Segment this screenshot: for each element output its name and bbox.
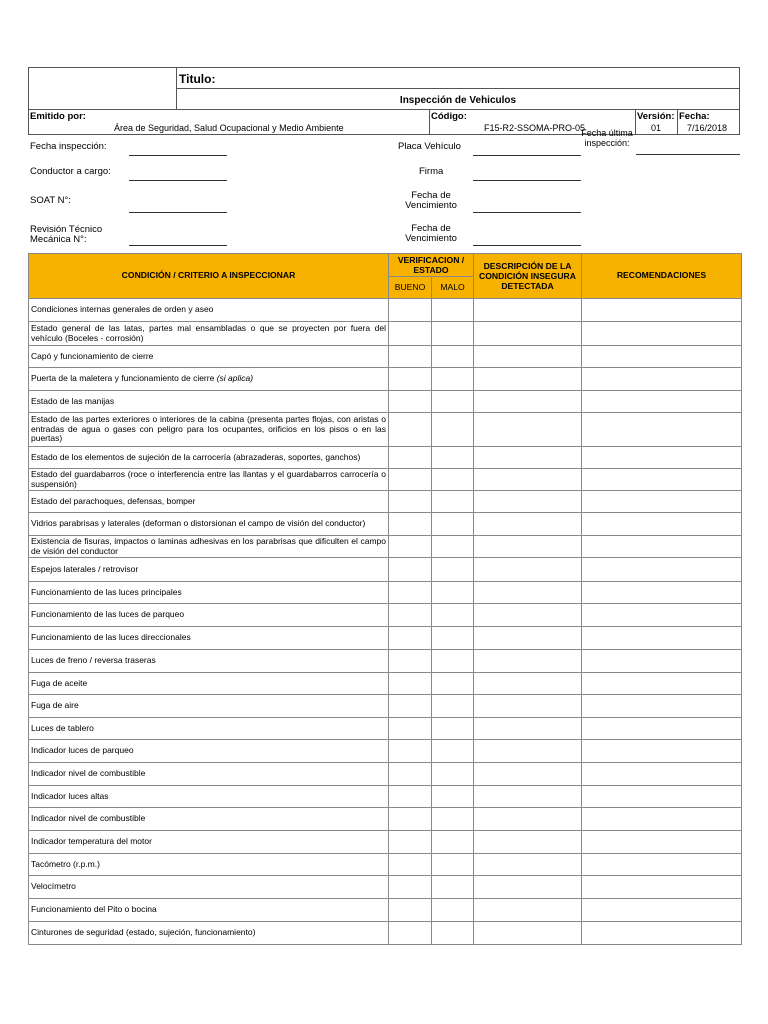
revision-field[interactable] xyxy=(129,245,227,246)
criterion-cell xyxy=(29,740,389,763)
criterion-text: Indicador nivel de combustible xyxy=(31,768,146,779)
criterion-cell xyxy=(29,368,389,391)
recomendaciones-cell[interactable] xyxy=(582,922,742,945)
recomendaciones-cell[interactable] xyxy=(582,368,742,391)
recomendaciones-cell[interactable] xyxy=(582,695,742,718)
descripcion-cell[interactable] xyxy=(474,673,582,695)
bueno-cell[interactable] xyxy=(389,391,432,413)
malo-cell[interactable] xyxy=(432,391,474,413)
table-row xyxy=(29,513,742,536)
table-row xyxy=(29,718,742,740)
descripcion-cell[interactable] xyxy=(474,346,582,368)
malo-cell[interactable] xyxy=(432,604,474,627)
malo-cell[interactable] xyxy=(432,558,474,582)
bueno-cell[interactable] xyxy=(389,718,432,740)
malo-cell[interactable] xyxy=(432,513,474,536)
recomendaciones-cell[interactable] xyxy=(582,718,742,740)
criterion-cell xyxy=(29,786,389,808)
emitted-value: Área de Seguridad, Salud Ocupacional y Medio Ambiente xyxy=(114,123,344,133)
criterion-text: Luces de tablero xyxy=(31,722,94,733)
table-row xyxy=(29,876,742,899)
bueno-cell[interactable] xyxy=(389,413,432,447)
bueno-cell[interactable] xyxy=(389,491,432,513)
bueno-cell[interactable] xyxy=(389,740,432,763)
malo-cell[interactable] xyxy=(432,808,474,831)
criterion-text: Estado general de las latas, partes mal ensambladas o que se proyecten por fuera del vehículo (Boceles - corrosión) xyxy=(31,323,386,343)
malo-cell[interactable] xyxy=(432,876,474,899)
descripcion-cell[interactable] xyxy=(474,831,582,854)
document-header xyxy=(28,67,740,135)
fecha-ultima-field[interactable] xyxy=(636,154,740,155)
table-row xyxy=(29,786,742,808)
table-row xyxy=(29,673,742,695)
placa-label: Placa Vehículo xyxy=(398,141,461,152)
conductor-field[interactable] xyxy=(129,180,227,181)
recomendaciones-cell[interactable] xyxy=(582,346,742,368)
criterion-text: Velocímetro xyxy=(31,881,76,892)
descripcion-cell[interactable] xyxy=(474,491,582,513)
bueno-cell[interactable] xyxy=(389,346,432,368)
revision-label: Revisión Técnico Mecánica N°: xyxy=(30,224,103,245)
criterion-text: Existencia de fisuras, impactos o laminas adhesivas en los parabrisas que dificulten el campo de visión del conductor xyxy=(31,536,386,556)
criterion-cell xyxy=(29,413,389,447)
recomendaciones-cell[interactable] xyxy=(582,740,742,763)
criterion-text: Indicador luces altas xyxy=(31,790,109,801)
recomendaciones-cell[interactable] xyxy=(582,627,742,650)
criterion-text: Indicador temperatura del motor xyxy=(31,836,152,847)
criterion-text: Estado de las partes exteriores o interiores de la cabina (presenta partes flojas, con aristas o entradas de agua o gases con peligro para los ocupantes, orificios en los pisos o en las puertas) xyxy=(31,414,386,444)
criterion-cell xyxy=(29,491,389,513)
fecha-ultima-label: Fecha última inspección: xyxy=(581,128,633,148)
descripcion-cell[interactable] xyxy=(474,391,582,413)
table-row xyxy=(29,469,742,491)
descripcion-cell[interactable] xyxy=(474,413,582,447)
malo-cell[interactable] xyxy=(432,413,474,447)
recomendaciones-cell[interactable] xyxy=(582,469,742,491)
bueno-cell[interactable] xyxy=(389,582,432,604)
bueno-cell[interactable] xyxy=(389,831,432,854)
table-row xyxy=(29,582,742,604)
col-bueno-header: BUENO xyxy=(389,277,432,299)
bueno-cell[interactable] xyxy=(389,650,432,673)
col-malo-header: MALO xyxy=(432,277,474,299)
bueno-cell[interactable] xyxy=(389,786,432,808)
table-row xyxy=(29,695,742,718)
descripcion-cell[interactable] xyxy=(474,695,582,718)
date-value: 7/16/2018 xyxy=(687,123,728,133)
descripcion-cell[interactable] xyxy=(474,808,582,831)
malo-cell[interactable] xyxy=(432,786,474,808)
descripcion-cell[interactable] xyxy=(474,718,582,740)
criterion-text: Tacómetro (r.p.m.) xyxy=(31,858,100,869)
criterion-text: Funcionamiento del Pito o bocina xyxy=(31,904,157,915)
criterion-cell xyxy=(29,346,389,368)
criterion-text: Funcionamiento de las luces principales xyxy=(31,586,182,597)
malo-cell[interactable] xyxy=(432,831,474,854)
criterion-cell xyxy=(29,876,389,899)
malo-cell[interactable] xyxy=(432,854,474,876)
criterion-cell xyxy=(29,922,389,945)
table-row xyxy=(29,346,742,368)
malo-cell[interactable] xyxy=(432,740,474,763)
bueno-cell[interactable] xyxy=(389,299,432,322)
criterion-cell xyxy=(29,831,389,854)
criterion-cell xyxy=(29,763,389,786)
bueno-cell[interactable] xyxy=(389,673,432,695)
malo-cell[interactable] xyxy=(432,627,474,650)
bueno-cell[interactable] xyxy=(389,513,432,536)
malo-cell[interactable] xyxy=(432,491,474,513)
code-label: Código: xyxy=(431,111,467,122)
table-row xyxy=(29,447,742,469)
table-row xyxy=(29,536,742,558)
inspection-rows xyxy=(29,299,742,945)
table-row xyxy=(29,740,742,763)
recomendaciones-cell[interactable] xyxy=(582,558,742,582)
descripcion-cell[interactable] xyxy=(474,604,582,627)
descripcion-cell[interactable] xyxy=(474,536,582,558)
soat-label: SOAT N°: xyxy=(30,195,71,206)
fecha-inspeccion-label: Fecha inspección: xyxy=(30,141,107,152)
recomendaciones-cell[interactable] xyxy=(582,899,742,922)
recomendaciones-cell[interactable] xyxy=(582,299,742,322)
bueno-cell[interactable] xyxy=(389,558,432,582)
table-row xyxy=(29,558,742,582)
table-row xyxy=(29,854,742,876)
criterion-cell xyxy=(29,627,389,650)
descripcion-cell[interactable] xyxy=(474,299,582,322)
malo-cell[interactable] xyxy=(432,899,474,922)
malo-cell[interactable] xyxy=(432,322,474,346)
recomendaciones-cell[interactable] xyxy=(582,808,742,831)
malo-cell[interactable] xyxy=(432,299,474,322)
malo-cell[interactable] xyxy=(432,695,474,718)
table-row xyxy=(29,831,742,854)
bueno-cell[interactable] xyxy=(389,322,432,346)
recomendaciones-cell[interactable] xyxy=(582,650,742,673)
bueno-cell[interactable] xyxy=(389,922,432,945)
recomendaciones-cell[interactable] xyxy=(582,876,742,899)
criterion-cell xyxy=(29,899,389,922)
criterion-text: Cinturones de seguridad (estado, sujeción, funcionamiento) xyxy=(31,927,256,938)
criterion-text: Estado de los elementos de sujeción de la carrocería (abrazaderas, soportes, ganchos) xyxy=(31,451,361,462)
descripcion-cell[interactable] xyxy=(474,763,582,786)
version-label: Versión: xyxy=(637,111,675,122)
descripcion-cell[interactable] xyxy=(474,786,582,808)
fecha-inspeccion-field[interactable] xyxy=(129,155,227,156)
col-descripcion-header: DESCRIPCIÓN DE LA CONDICIÓN INSEGURA DETECTADA xyxy=(474,254,582,299)
firma-label: Firma xyxy=(419,166,444,177)
table-row xyxy=(29,627,742,650)
criterion-cell xyxy=(29,854,389,876)
recomendaciones-cell[interactable] xyxy=(582,491,742,513)
bueno-cell[interactable] xyxy=(389,854,432,876)
title-label: Titulo: xyxy=(176,67,740,89)
descripcion-cell[interactable] xyxy=(474,322,582,346)
criterion-cell xyxy=(29,558,389,582)
criterion-note: (si aplica) xyxy=(216,373,254,384)
recomendaciones-cell[interactable] xyxy=(582,536,742,558)
vencimiento-2-field[interactable] xyxy=(473,245,581,246)
criterion-text: Indicador nivel de combustible xyxy=(31,813,146,824)
criterion-cell xyxy=(29,469,389,491)
malo-cell[interactable] xyxy=(432,582,474,604)
recomendaciones-cell[interactable] xyxy=(582,831,742,854)
conductor-label: Conductor a cargo: xyxy=(30,166,111,177)
table-row xyxy=(29,899,742,922)
criterion-text: Fuga de aire xyxy=(31,700,79,711)
recomendaciones-cell[interactable] xyxy=(582,413,742,447)
descripcion-cell[interactable] xyxy=(474,854,582,876)
criterion-text: Estado del parachoques, defensas, bomper xyxy=(31,495,196,506)
criterion-cell xyxy=(29,299,389,322)
descripcion-cell[interactable] xyxy=(474,469,582,491)
malo-cell[interactable] xyxy=(432,469,474,491)
descripcion-cell[interactable] xyxy=(474,558,582,582)
criterion-cell xyxy=(29,582,389,604)
recomendaciones-cell[interactable] xyxy=(582,447,742,469)
table-row xyxy=(29,491,742,513)
descripcion-cell[interactable] xyxy=(474,513,582,536)
criterion-text: Capó y funcionamiento de cierre xyxy=(31,350,154,361)
criterion-cell xyxy=(29,391,389,413)
bueno-cell[interactable] xyxy=(389,447,432,469)
criterion-cell xyxy=(29,604,389,627)
placa-field[interactable] xyxy=(473,155,581,156)
descripcion-cell[interactable] xyxy=(474,899,582,922)
recomendaciones-cell[interactable] xyxy=(582,786,742,808)
recomendaciones-cell[interactable] xyxy=(582,763,742,786)
criterion-cell xyxy=(29,695,389,718)
table-row xyxy=(29,604,742,627)
criterion-text: Funcionamiento de las luces de parqueo xyxy=(31,609,185,620)
recomendaciones-cell[interactable] xyxy=(582,604,742,627)
criterion-text: Fuga de aceite xyxy=(31,677,88,688)
criterion-cell xyxy=(29,536,389,558)
bueno-cell[interactable] xyxy=(389,876,432,899)
code-value: F15-R2-SSOMA-PRO-05 xyxy=(484,123,586,133)
bueno-cell[interactable] xyxy=(389,627,432,650)
col-recomendaciones-header: RECOMENDACIONES xyxy=(582,254,742,299)
descripcion-cell[interactable] xyxy=(474,922,582,945)
emitted-cell xyxy=(30,110,430,134)
criterion-text: Condiciones internas generales de orden y aseo xyxy=(31,304,214,315)
table-row xyxy=(29,368,742,391)
bueno-cell[interactable] xyxy=(389,469,432,491)
bueno-cell[interactable] xyxy=(389,695,432,718)
descripcion-cell[interactable] xyxy=(474,447,582,469)
table-row xyxy=(29,650,742,673)
criterion-text: Funcionamiento de las luces direccionales xyxy=(31,632,191,643)
col-condicion-header: CONDICIÓN / CRITERIO A INSPECCIONAR xyxy=(29,254,389,299)
recomendaciones-cell[interactable] xyxy=(582,673,742,695)
descripcion-cell[interactable] xyxy=(474,627,582,650)
table-row xyxy=(29,413,742,447)
malo-cell[interactable] xyxy=(432,447,474,469)
descripcion-cell[interactable] xyxy=(474,650,582,673)
criterion-text: Estado de las manijas xyxy=(31,395,115,406)
criterion-text: Estado del guardabarros (roce o interferencia entre las llantas y el guardabarros carrocería o suspensión) xyxy=(31,469,386,489)
logo-area xyxy=(28,67,176,110)
version-cell xyxy=(637,110,677,134)
criterion-cell xyxy=(29,718,389,740)
table-row xyxy=(29,391,742,413)
col-verificacion-header: VERIFICACION / ESTADO xyxy=(389,254,474,277)
criterion-cell xyxy=(29,322,389,346)
firma-field[interactable] xyxy=(473,180,581,181)
document-title: Inspección de Vehiculos xyxy=(176,89,740,110)
criterion-text: Puerta de la maletera y funcionamiento de cierre xyxy=(31,373,217,384)
malo-cell[interactable] xyxy=(432,650,474,673)
table-row xyxy=(29,763,742,786)
malo-cell[interactable] xyxy=(432,763,474,786)
table-row xyxy=(29,808,742,831)
inspection-table xyxy=(28,253,742,945)
criterion-text: Espejos laterales / retrovisor xyxy=(31,563,139,574)
bueno-cell[interactable] xyxy=(389,763,432,786)
malo-cell[interactable] xyxy=(432,922,474,945)
emitted-label: Emitido por: xyxy=(30,111,86,122)
vencimiento-1-field[interactable] xyxy=(473,212,581,213)
descripcion-cell[interactable] xyxy=(474,740,582,763)
table-row xyxy=(29,922,742,945)
malo-cell[interactable] xyxy=(432,718,474,740)
recomendaciones-cell[interactable] xyxy=(582,854,742,876)
recomendaciones-cell[interactable] xyxy=(582,391,742,413)
bueno-cell[interactable] xyxy=(389,808,432,831)
bueno-cell[interactable] xyxy=(389,536,432,558)
vencimiento-2-label: Fecha de Vencimiento xyxy=(405,223,457,244)
criterion-text: Indicador luces de parqueo xyxy=(31,745,134,756)
malo-cell[interactable] xyxy=(432,673,474,695)
date-label: Fecha: xyxy=(679,111,710,122)
descripcion-cell[interactable] xyxy=(474,582,582,604)
date-cell xyxy=(679,110,739,134)
recomendaciones-cell[interactable] xyxy=(582,582,742,604)
descripcion-cell[interactable] xyxy=(474,368,582,391)
recomendaciones-cell[interactable] xyxy=(582,513,742,536)
criterion-cell xyxy=(29,447,389,469)
malo-cell[interactable] xyxy=(432,346,474,368)
descripcion-cell[interactable] xyxy=(474,876,582,899)
malo-cell[interactable] xyxy=(432,536,474,558)
table-row xyxy=(29,322,742,346)
criterion-text: Vidrios parabrisas y laterales (deforman o distorsionan el campo de visión del conductor) xyxy=(31,518,366,529)
recomendaciones-cell[interactable] xyxy=(582,322,742,346)
criterion-cell xyxy=(29,513,389,536)
criterion-cell xyxy=(29,673,389,695)
criterion-cell xyxy=(29,808,389,831)
soat-field[interactable] xyxy=(129,212,227,213)
table-row xyxy=(29,299,742,322)
bueno-cell[interactable] xyxy=(389,604,432,627)
bueno-cell[interactable] xyxy=(389,368,432,391)
version-value: 01 xyxy=(651,123,662,133)
criterion-cell xyxy=(29,650,389,673)
criterion-text: Luces de freno / reversa traseras xyxy=(31,655,156,666)
bueno-cell[interactable] xyxy=(389,899,432,922)
vencimiento-1-label: Fecha de Vencimiento xyxy=(405,190,457,211)
malo-cell[interactable] xyxy=(432,368,474,391)
